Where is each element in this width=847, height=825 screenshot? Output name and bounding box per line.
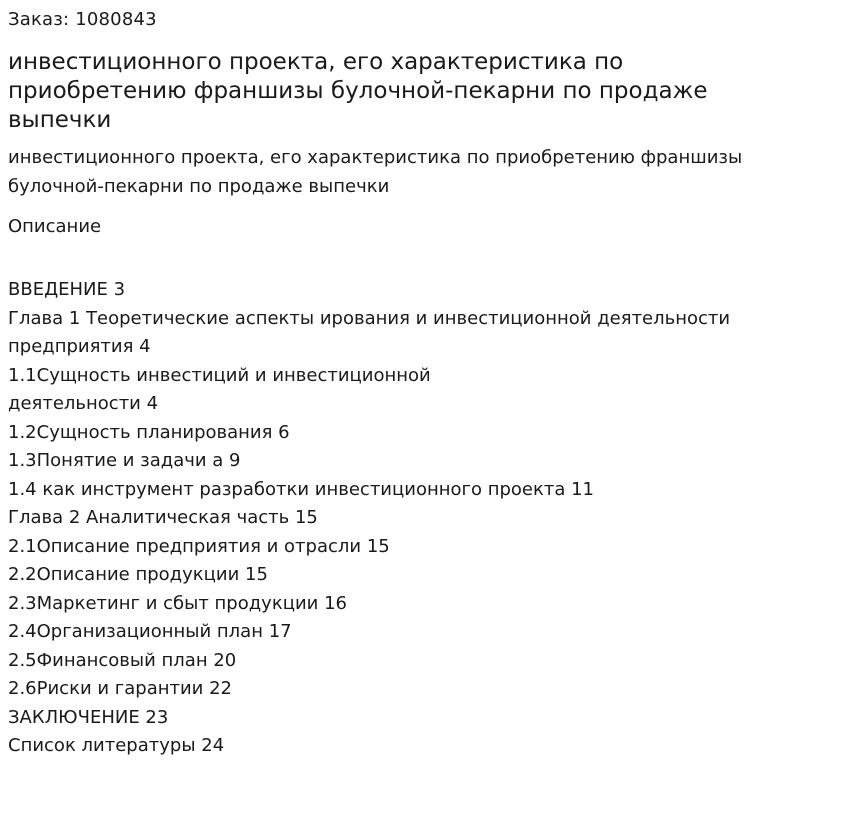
toc-item: 1.4 как инструмент разработки инвестиционного проекта 11 — [8, 478, 595, 500]
title-line: инвестиционного проекта, его характеристика по — [8, 49, 624, 75]
toc-item: Список литературы 24 — [8, 735, 225, 756]
subtitle-line: булочной-пекарни по продаже выпечки — [8, 176, 390, 197]
page-title — [8, 48, 808, 135]
title-line: приобретению франшизы булочной-пекарни по продаже — [8, 78, 708, 104]
order-number: Заказ: 1080843 — [8, 9, 157, 30]
toc-item: Глава 2 Аналитическая часть 15 — [8, 507, 318, 528]
toc-item: предприятия 4 — [8, 336, 151, 357]
description-heading: Описание — [8, 216, 102, 237]
page-subtitle — [8, 143, 828, 201]
table-of-contents — [8, 276, 828, 761]
subtitle-line: инвестиционного проекта, его характеристика по приобретению франшизы — [8, 147, 743, 168]
toc-item: ЗАКЛЮЧЕНИЕ 23 — [8, 706, 169, 728]
toc-item: 2.6Риски и гарантии 22 — [8, 678, 233, 699]
toc-item: 1.1Сущность инвестиций и инвестиционной — [8, 364, 431, 386]
toc-item: ВВЕДЕНИЕ 3 — [8, 279, 126, 300]
title-line: выпечки — [8, 107, 112, 133]
toc-item: 2.4Организационный план 17 — [8, 621, 292, 642]
toc-item: 2.2Описание продукции 15 — [8, 564, 268, 585]
toc-item: Глава 1 Теоретические аспекты ирования и инвестиционной деятельности — [8, 307, 731, 329]
toc-item: 2.5Финансовый план 20 — [8, 649, 237, 671]
toc-item: 1.2Сущность планирования 6 — [8, 421, 290, 443]
toc-item: 2.3Маркетинг и сбыт продукции 16 — [8, 592, 347, 614]
toc-item: 1.3Понятие и задачи a 9 — [8, 450, 241, 471]
toc-item: 2.1Описание предприятия и отрасли 15 — [8, 535, 390, 557]
toc-item: деятельности 4 — [8, 393, 159, 414]
